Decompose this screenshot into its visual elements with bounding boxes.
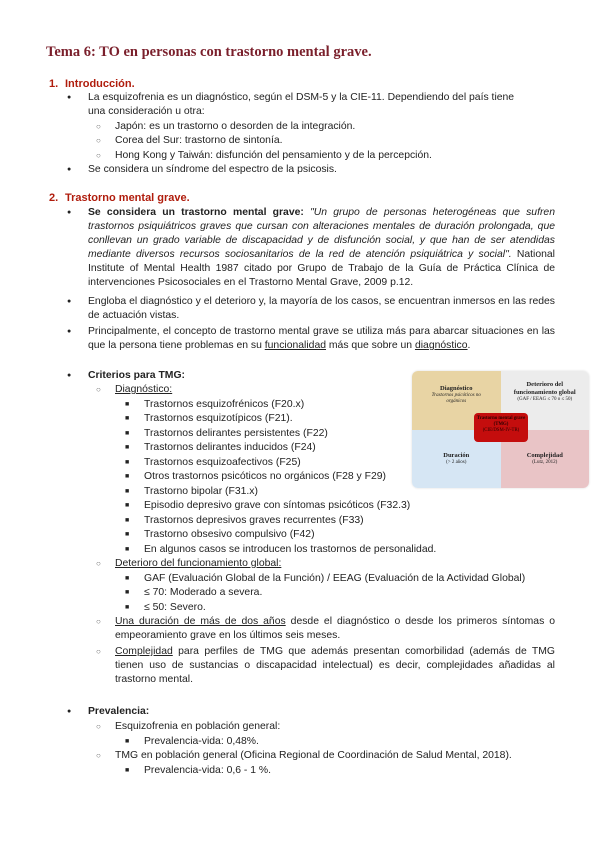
page-title: Tema 6: TO en personas con trastorno mental grave. [46,44,372,60]
section-number: 1. [49,78,59,90]
text: . [467,340,471,351]
deterioro-item: ■ ≤ 70: Moderado a severa. [144,586,262,600]
section-heading-tmg [49,192,190,204]
sub-bullet-japon: ○ Japón: es un trastorno o desorden de la integración. [115,120,355,134]
definition-lead: Se considera un trastorno mental grave: [88,207,304,218]
quadrant-title: Complejidad [526,451,563,459]
diagnostico-item: ■ Trastornos depresivos graves recurrentes (F33) [144,514,364,528]
diagnostico-item: ■ Trastornos esquizofrénicos (F20.x) [144,398,304,412]
diagnostico-item: ■ Trastornos delirantes persistentes (F22) [144,427,328,441]
underlined-duracion: Una duración de más de dos años [115,616,286,627]
underlined-funcionalidad: funcionalidad [264,340,327,351]
text: Principalmente, el concepto de trastorno mental grave se utiliza más para abarcar situaciones en las que la persona tiene problemas en su [88,326,555,351]
sub-bullet-complejidad [115,645,555,687]
bullet-definicion-tmg [88,206,555,290]
prevalencia-item: ■ Prevalencia-vida: 0,48%. [144,735,259,749]
underlined-complejidad: Complejidad [115,646,173,657]
sub-bullet-esquizofrenia-poblacion: ○ Esquizofrenia en población general: [115,720,280,734]
text: para perfiles de TMG que además presentan comorbilidad (además de TMG tienen uso de sustancias o discapacidad intelectual) es decir, complejidades añadidas al trastorno mental. [115,646,555,685]
sub-bullet-diagnostico: ○ Diagnóstico: [115,383,172,397]
sub-bullet-duracion [115,615,555,643]
text: desde el diagnóstico o desde los primeros síntomas o empeoramiento grave en los últimos seis meses. [115,616,556,641]
deterioro-item: ■ ≤ 50: Severo. [144,601,206,615]
quadrant-title: Diagnóstico [440,385,473,392]
diagnostico-item: ■ Trastornos esquizoafectivos (F25) [144,456,301,470]
deterioro-item: ■ GAF (Evaluación Global de la Función) / EEAG (Evaluación de la Actividad Global) [144,572,525,586]
bullet-funcionalidad [88,325,555,353]
bullet-criterios: ● Criterios para TMG: [88,369,185,383]
bullet-text: La esquizofrenia es un diagnóstico, según el DSM-5 y la CIE-11. Dependiendo del país tiene [88,92,515,103]
diagnostico-item: ■ Episodio depresivo grave con síntomas psicóticos (F32.3) [144,499,410,513]
quadrant-subtitle: (GAF / EEAG ≤ 70 o ≤ 50) [517,397,573,402]
diagnostico-item: ■ Trastornos esquizotípicos (F21). [144,412,293,426]
bullet-continuation: una consideración u otra: [88,106,205,117]
sub-bullet-deterioro: ○ Deterioro del funcionamiento global: [115,557,281,571]
section-heading-text: Introducción. [65,78,135,90]
quadrant-subtitle: (Lutz, 2012) [532,459,558,465]
quadrant-title: Duración [443,451,470,459]
prevalencia-item: ■ Prevalencia-vida: 0,6 - 1 %. [144,764,271,778]
text: más que sobre un [326,340,415,351]
underlined-diagnostico: diagnóstico [414,340,468,351]
section-number: 2. [49,192,59,204]
diagnostico-item: ■ Otros trastornos psicóticos no orgánicos (F28 y F29) [144,470,386,484]
center-subtitle: (CIE/DSM-IV-TR) [482,428,520,433]
sub-bullet-hong-kong: ○ Hong Kong y Taiwán: disfunción del pensamiento y de la percepción. [115,149,432,163]
bullet-esquizofrenia [88,91,514,105]
diagnostico-item: ■ Trastornos delirantes inducidos (F24) [144,441,316,455]
diagram-center-tmg [474,413,528,442]
quadrant-subtitle: Trastornos psicóticos no orgánicos [431,393,481,404]
diagnostico-item: ■ Trastorno bipolar (F31.x) [144,485,258,499]
bullet-sindrome: ● Se considera un síndrome del espectro de la psicosis. [88,163,337,177]
bullet-prevalencia: ● Prevalencia: [88,705,149,719]
quadrant-title: Deterioro del funcionamiento global [513,381,576,396]
sub-bullet-tmg-poblacion: ○ TMG en población general (Oficina Regional de Coordinación de Salud Mental, 2018). [115,749,512,763]
diagnostico-item: ■ En algunos casos se introducen los trastornos de personalidad. [144,543,436,557]
definition-quote: "Un grupo de personas heterogéneas que sufren trastornos psiquiátricos graves que cursan con alteraciones mentales de duración prolongada, que conllevan un grado variable de discapacidad y de disfunción social, y que han de ser atendidas mediante diversos recursos sociosanitarios de la red de atención psiquiátrica y social". [88,207,555,260]
quadrant-subtitle: (> 2 años) [446,459,467,465]
bullet-engloba: ● Engloba el diagnóstico y el deterioro y, la mayoría de los casos, se encuentran inmersos en las redes de actuación vistas. [88,295,555,323]
center-title: Trastorno mental grave (TMG) [476,416,526,427]
definition-citation: National Institute of Mental Health 1987 citado por Grupo de Trabajo de la Guía de Práctica Clínica de intervenciones Psicosociales en el Trastorno Mental Grave, 2009 p.12. [88,249,555,288]
tmg-criteria-diagram [412,371,589,488]
section-heading-introduccion [49,78,135,90]
section-heading-text: Trastorno mental grave. [65,192,190,204]
sub-bullet-corea: ○ Corea del Sur: trastorno de sintonía. [115,134,283,148]
diagnostico-item: ■ Trastorno obsesivo compulsivo (F42) [144,528,315,542]
